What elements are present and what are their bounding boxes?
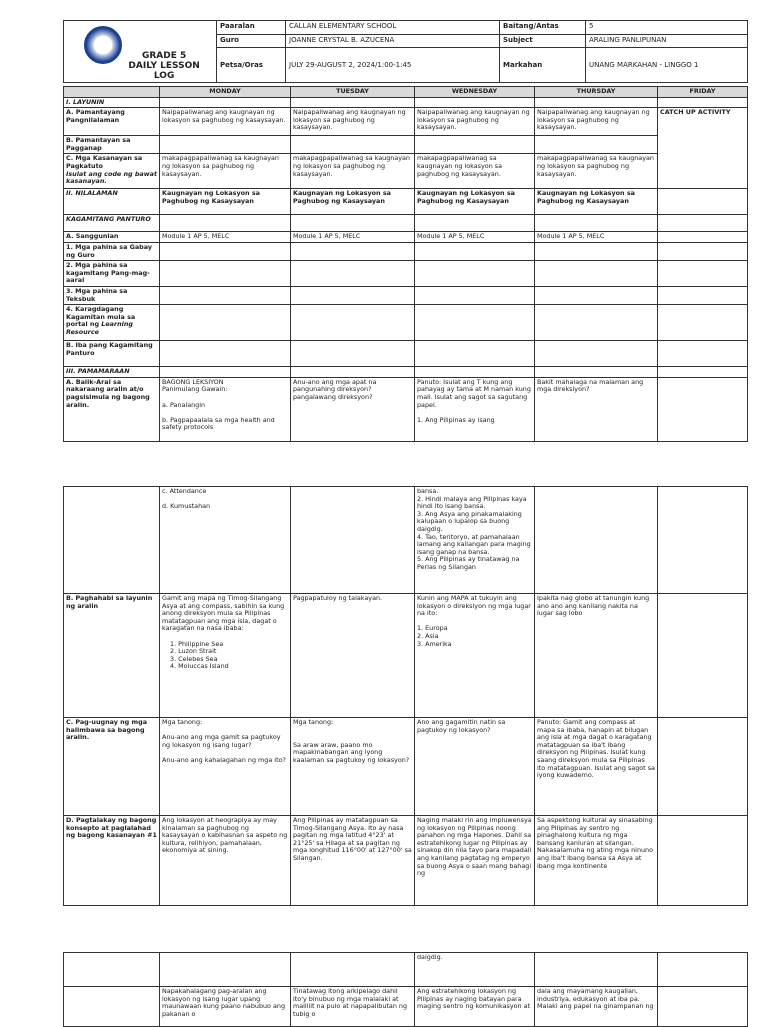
- row-label-pagtalakay: D. Pagtalakay ng bagong konsepto at paglalahad ng bagong kasanayan #1: [64, 816, 160, 906]
- cell-c-tue: makapagpapaliwanag sa kaugnayan ng lokasyon sa paghubog ng kasaysayan.: [291, 154, 415, 189]
- cell-pag-uugnay-mon: Mga tanong: Anu-ano ang mga gamit sa pagtukoy ng lokasyon ng isang lugar? Anu-ano ang kahalagahan ng mga ito?: [160, 718, 291, 816]
- petsa-value: JULY 29-AUGUST 2, 2024/1:00-1:45: [286, 48, 500, 83]
- cell-sanggunian-tue: Module 1 AP 5, MELC: [291, 232, 415, 243]
- day-thursday: THURSDAY: [535, 87, 658, 98]
- paaralan-value: CALLAN ELEMENTARY SCHOOL: [286, 21, 500, 35]
- row-label-pamantayang-pangnilalaman: A. Pamantayang Pangnilalaman: [64, 108, 160, 136]
- row-label-gabay-ng-guro: 1. Mga pahina sa Gabay ng Guro: [64, 242, 160, 260]
- baitang-value: 5: [586, 21, 748, 35]
- cell-sanggunian-mon: Module 1 AP 5, MELC: [160, 232, 291, 243]
- cell-page3-thu: dala ang mayamang kaugalian, industriya, edukasyon at iba pa. Malaki ang papel na ginampanan ng: [535, 987, 658, 1027]
- lesson-table-page1: [63, 86, 748, 442]
- cell-pag-uugnay-thu: Panuto: Gamit ang compass at mapa sa ibaba, hanapin at bilugan ang isla at mga dagat o karagatang matatagpuan sa iba't ibang direksyon ng Pilipinas. Isulat kung saang direksyon mula sa Pilipinas ito matatagpuan. Isulat ang sagot sa iyong kuwaderno.: [535, 718, 658, 816]
- cell-pag-uugnay-wed: Ano ang gagamitin natin sa pagtukoy ng lokasyon?: [415, 718, 535, 816]
- cell-page3-mon: Napakahalagang pag-aralan ang lokasyon ng isang lugar upang maunawaan kung paano nabubuo ang pakanan o: [160, 987, 291, 1027]
- baitang-label: Baitang/Antas: [500, 21, 586, 35]
- row-label-karagdagang-kagamitan: 4. Karagdagang Kagamitan mula sa portal ng Learning Resource: [64, 305, 160, 341]
- row-label-pang-mag-aaral: 2. Mga pahina sa kagamitang Pang-mag-aaral: [64, 261, 160, 287]
- cell-sanggunian-thu: Module 1 AP 5, MELC: [535, 232, 658, 243]
- row-label-teksbuk: 3. Mga pahina sa Teksbuk: [64, 286, 160, 304]
- subject-value: ARALING PANLIPUNAN: [586, 34, 748, 48]
- dll-title: GRADE 5 DAILY LESSON LOG: [128, 51, 200, 81]
- cell-c-wed: makapagpapaliwanag sa kaugnayan ng lokasyon sa paghubog ng kasaysayan.: [415, 154, 535, 189]
- cell-balik-tue: Anu-ano ang mga apat na pangunahing direksyon? pangalawang direksyon?: [291, 377, 415, 441]
- cell-balik-wed: Panuto: Isulat ang T kung ang pahayag ay tama at M naman kung mali. Isulat ang sagot sa sagutang papel. 1. Ang Pilipinas ay isang: [415, 377, 535, 441]
- header-logo-cell: [64, 21, 217, 83]
- row-label-paghahabi: B. Paghahabi sa layunin ng aralin: [64, 594, 160, 718]
- markahan-value: UNANG MARKAHAN - LINGGO 1: [586, 48, 748, 83]
- cell-c-thu: makapagpapaliwanag sa kaugnayan ng lokasyon sa paghubog ng kasaysayan.: [535, 154, 658, 189]
- day-wednesday: WEDNESDAY: [415, 87, 535, 98]
- header-table: [63, 20, 748, 83]
- deped-seal-icon: [84, 26, 122, 64]
- cell-page3-wed: Ang estratehikong lokasyon ng Pilipinas ay naging batayan para maging sentro ng komunikasyon at: [415, 987, 535, 1027]
- paaralan-label: Paaralan: [217, 21, 286, 35]
- section-nilalaman: II. NILALAMAN: [64, 189, 160, 215]
- row-label-kasanayan: C. Mga Kasanayan sa Pagkatuto Isulat ang code ng bawat kasanayan.: [64, 154, 160, 189]
- cell-c-mon: makapagpapaliwanag sa kaugnayan ng lokasyon sa paghubog ng kasaysayan.: [160, 154, 291, 189]
- day-monday: MONDAY: [160, 87, 291, 98]
- cell-paghahabi-wed: Kunin ang MAPA at tukuyin ang lokasyon o direksiyon ng mga lugar na ito: 1. Europa 2. Asia 3. Amerika: [415, 594, 535, 718]
- row-label-sanggunian: A. Sanggunian: [64, 232, 160, 243]
- markahan-label: Markahan: [500, 48, 586, 83]
- cell-cont-wed: bansa. 2. Hindi malaya ang Pilipinas kaya hindi ito isang bansa. 3. Ang Asya ang pinakamalaking kalupaan o lupalop sa buong daigdig. 4. Tao, teritoryo, at pamahalaan lamang ang kailangan para maging isang ganap na bansa. 5. Ang Pilipinas ay tinatawag na Perlas ng Silangan: [415, 487, 535, 594]
- cell-paghahabi-thu: Ipakita nag globo at tanungin kung ano ano ang kanilang nakita na lugar sag lobo: [535, 594, 658, 718]
- day-tuesday: TUESDAY: [291, 87, 415, 98]
- section-pamamaraan: III. PAMAMARAAN: [64, 367, 160, 378]
- cell-nilalaman-mon: Kaugnayan ng Lokasyon sa Paghubog ng Kasaysayan: [160, 189, 291, 215]
- cell-a-thu: Naipapaliwanag ang kaugnayan ng lokasyon sa paghubog ng kasaysayan.: [535, 108, 658, 136]
- cell-paghahabi-tue: Pagpapatuloy ng talakayan.: [291, 594, 415, 718]
- cell-sanggunian-wed: Module 1 AP 5, MELC: [415, 232, 535, 243]
- day-friday: FRIDAY: [658, 87, 748, 98]
- cell-pag-uugnay-tue: Mga tanong: Sa araw araw, paano mo mapakinabangan ang iyong kaalaman sa pagtukoy ng lokasyon?: [291, 718, 415, 816]
- cell-nilalaman-tue: Kaugnayan ng Lokasyon sa Paghubog ng Kasaysayan: [291, 189, 415, 215]
- cell-balik-thu: Bakit mahalaga na malaman ang mga direksiyon?: [535, 377, 658, 441]
- row-label-pamantayan-sa-pagganap: B. Pamantayan sa Pagganap: [64, 136, 160, 154]
- cell-page3-top-wed: daigdig.: [415, 953, 535, 987]
- cell-a-wed: Naipapaliwanag ang kaugnayan ng lokasyon sa paghubog ng kasaysayan.: [415, 108, 535, 136]
- cell-pagtalakay-mon: Ang lokasyon at heograpiya ay may kinalaman sa paghubog ng kasaysayan o kabihasnan sa aspeto ng kultura, relihiyon, pamahalaan, ekonomiya at sining.: [160, 816, 291, 906]
- row-label-pag-uugnay: C. Pag-uugnay ng mga halimbawa sa bagong aralin.: [64, 718, 160, 816]
- cell-paghahabi-mon: Gamit ang mapa ng Timog-Silangang Asya at ang compass, sabihin sa kung anong direksyon mula sa Pilipinas matatagpuan ang mga isla, dagat o karagatan na nasa ibaba: 1. Philippine Sea 2. Luzon Strait 3. Celebes Sea 4. Moluccas Island: [160, 594, 291, 718]
- row-label-iba-pang-kagamitan: B. Iba pang Kagamitang Panturo: [64, 341, 160, 367]
- lesson-table-page2: [63, 486, 748, 906]
- cell-nilalaman-wed: Kaugnayan ng Lokasyon sa Paghubog ng Kasaysayan: [415, 189, 535, 215]
- cell-a-tue: Naipapaliwanag ang kaugnayan ng lokasyon sa paghubog ng kasaysayan.: [291, 108, 415, 136]
- cell-a-mon: Naipapaliwanag ang kaugnayan ng lokasyon sa paghubog ng kasaysayan.: [160, 108, 291, 136]
- cell-pagtalakay-thu: Sa aspektong kultural ay sinasabing ang Pilipinas ay sentro ng pinaghalong kultura ng mga bansang kanluran at silangan. Nakasalamuha ng ating mga ninuno ang iba't ibang bansa sa Asya at ibang mga kontinente: [535, 816, 658, 906]
- cell-friday-catch-up: CATCH UP ACTIVITY: [658, 108, 748, 189]
- guro-label: Guro: [217, 34, 286, 48]
- cell-pagtalakay-wed: Naging malaki rin ang impluwensya ng lokasyon ng Pilipinas noong panahon ng mga Hapones. Dahil sa estratehikong lugar ng Pilipinas ay sinakop din nila tayo para mapadali ang kanilang pagtatag ng emperyo sa buong Asya o saan mang bahagi ng: [415, 816, 535, 906]
- guro-value: JOANNE CRYSTAL B. AZUCENA: [286, 34, 500, 48]
- cell-pagtalakay-tue: Ang Pilipinas ay matatagpuan sa Timog-Silangang Asya. Ito ay nasa pagitan ng mga latitud 4°23' at 21°25' sa Hilaga at sa pagitan ng mga longhitud 116°00' at 127°00' sa Silangan.: [291, 816, 415, 906]
- cell-page3-tue: Tinatawag itong arkipelago dahil ito'y binubuo ng mga malalaki at maliliit na pulo at napapalibutan ng tubig o: [291, 987, 415, 1027]
- subject-label: Subject: [500, 34, 586, 48]
- lesson-table-page3: [63, 952, 748, 1027]
- cell-nilalaman-thu: Kaugnayan ng Lokasyon sa Paghubog ng Kasaysayan: [535, 189, 658, 215]
- section-layunin: I. LAYUNIN: [64, 97, 160, 108]
- petsa-label: Petsa/Oras: [217, 48, 286, 83]
- section-kagamitan: KAGAMITANG PANTURO: [64, 215, 160, 232]
- cell-balik-mon: BAGONG LEKSIYON Panimulang Gawain: a. Panalangin b. Pagpapaalala sa mga health and safety protocols: [160, 377, 291, 441]
- cell-cont-mon: c. Attendance d. Kumustahan: [160, 487, 291, 594]
- row-label-balik-aral: A. Balik-Aral sa nakaraang aralin at/o pagsisimula ng bagong aralin.: [64, 377, 160, 441]
